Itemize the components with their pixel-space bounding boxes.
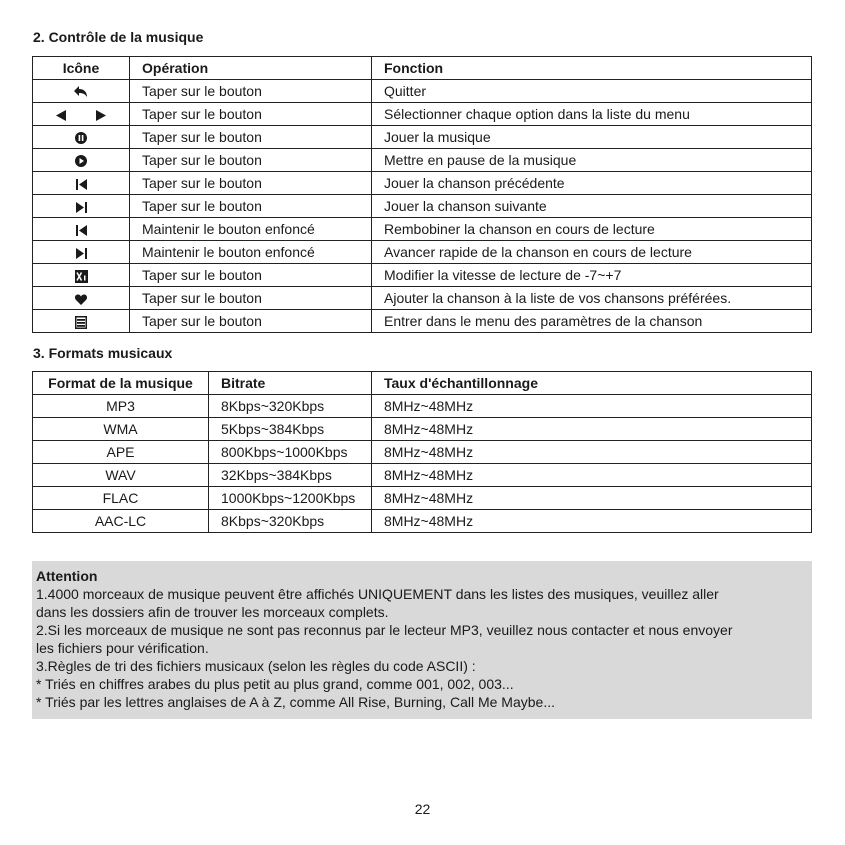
previous-track-icon [76,225,87,236]
sampling-cell: 8MHz~48MHz [372,418,812,441]
format-cell: WMA [33,418,209,441]
icon-cell [33,126,130,149]
attention-title: Attention [36,568,98,584]
sampling-cell: 8MHz~48MHz [372,395,812,418]
column-header-format: Format de la musique [33,372,209,395]
formats-table [32,371,812,533]
left-right-arrows-icon [56,110,106,121]
table-row [33,264,812,287]
format-cell: AAC-LC [33,510,209,533]
icon-cell [33,172,130,195]
column-header-bitrate: Bitrate [209,372,372,395]
operation-cell: Taper sur le bouton [130,287,372,310]
operation-cell: Maintenir le bouton enfoncé [130,241,372,264]
icon-cell [33,103,130,126]
function-cell: Ajouter la chanson à la liste de vos chansons préférées. [372,287,812,310]
operation-cell: Taper sur le bouton [130,126,372,149]
page-number: 22 [414,801,431,817]
table-row [33,418,812,441]
menu-list-icon [75,316,87,329]
section-formats-title: 3. Formats musicaux [33,345,173,361]
attention-box [32,561,812,719]
function-cell: Modifier la vitesse de lecture de -7~+7 [372,264,812,287]
left-arrow-icon [56,110,66,121]
back-arrow-icon [74,86,88,98]
icon-cell [33,218,130,241]
heart-icon [75,294,87,305]
function-cell: Avancer rapide de la chanson en cours de lecture [372,241,812,264]
play-circle-icon [75,155,87,167]
sampling-cell: 8MHz~48MHz [372,464,812,487]
table-row [33,310,812,333]
attention-line: les fichiers pour vérification. [36,640,209,656]
function-cell: Jouer la musique [372,126,812,149]
operation-cell: Taper sur le bouton [130,195,372,218]
table-row [33,464,812,487]
attention-line: * Triés par les lettres anglaises de A à Z, comme All Rise, Burning, Call Me Maybe... [36,694,555,710]
bitrate-cell: 800Kbps~1000Kbps [209,441,372,464]
next-track-icon [76,248,87,259]
operation-cell: Taper sur le bouton [130,310,372,333]
controls-table [32,56,812,333]
function-cell: Mettre en pause de la musique [372,149,812,172]
function-cell: Jouer la chanson précédente [372,172,812,195]
table-row [33,395,812,418]
right-arrow-icon [96,110,106,121]
function-cell: Entrer dans le menu des paramètres de la chanson [372,310,812,333]
table-row [33,126,812,149]
operation-cell: Taper sur le bouton [130,172,372,195]
format-cell: APE [33,441,209,464]
icon-cell [33,264,130,287]
table-header-row [33,57,812,80]
attention-line: 1.4000 morceaux de musique peuvent être affichés UNIQUEMENT dans les listes des musiques, veuillez aller [36,586,719,602]
section-controle-title: 2. Contrôle de la musique [33,29,204,45]
format-cell: FLAC [33,487,209,510]
bitrate-cell: 1000Kbps~1200Kbps [209,487,372,510]
icon-cell [33,195,130,218]
operation-cell: Taper sur le bouton [130,149,372,172]
attention-line: 3.Règles de tri des fichiers musicaux (selon les règles du code ASCII) : [36,658,476,674]
bitrate-cell: 8Kbps~320Kbps [209,510,372,533]
function-cell: Sélectionner chaque option dans la liste du menu [372,103,812,126]
operation-cell: Maintenir le bouton enfoncé [130,218,372,241]
operation-cell: Taper sur le bouton [130,103,372,126]
table-row [33,149,812,172]
sampling-cell: 8MHz~48MHz [372,510,812,533]
format-cell: WAV [33,464,209,487]
format-cell: MP3 [33,395,209,418]
column-header-sampling: Taux d'échantillonnage [372,372,812,395]
table-row [33,218,812,241]
sampling-cell: 8MHz~48MHz [372,441,812,464]
function-cell: Rembobiner la chanson en cours de lecture [372,218,812,241]
operation-cell: Taper sur le bouton [130,80,372,103]
column-header-function: Fonction [372,57,812,80]
next-track-icon [76,202,87,213]
bitrate-cell: 32Kbps~384Kbps [209,464,372,487]
table-row [33,487,812,510]
attention-line: dans les dossiers afin de trouver les morceaux complets. [36,604,389,620]
sampling-cell: 8MHz~48MHz [372,487,812,510]
operation-cell: Taper sur le bouton [130,264,372,287]
icon-cell [33,310,130,333]
pause-circle-icon [75,132,87,144]
icon-cell [33,149,130,172]
column-header-icon: Icône [33,57,130,80]
table-row [33,441,812,464]
bitrate-cell: 5Kbps~384Kbps [209,418,372,441]
icon-cell [33,241,130,264]
attention-line: 2.Si les morceaux de musique ne sont pas reconnus par le lecteur MP3, veuillez nous contacter et nous envoyer [36,622,733,638]
bitrate-cell: 8Kbps~320Kbps [209,395,372,418]
table-row [33,287,812,310]
previous-track-icon [76,179,87,190]
table-header-row [33,372,812,395]
table-row [33,103,812,126]
attention-line: * Triés en chiffres arabes du plus petit au plus grand, comme 001, 002, 003... [36,676,514,692]
table-row [33,510,812,533]
icon-cell [33,287,130,310]
table-row [33,172,812,195]
table-row [33,241,812,264]
table-row [33,80,812,103]
function-cell: Jouer la chanson suivante [372,195,812,218]
icon-cell [33,80,130,103]
function-cell: Quitter [372,80,812,103]
column-header-operation: Opération [130,57,372,80]
speed-icon [75,270,88,283]
table-row [33,195,812,218]
